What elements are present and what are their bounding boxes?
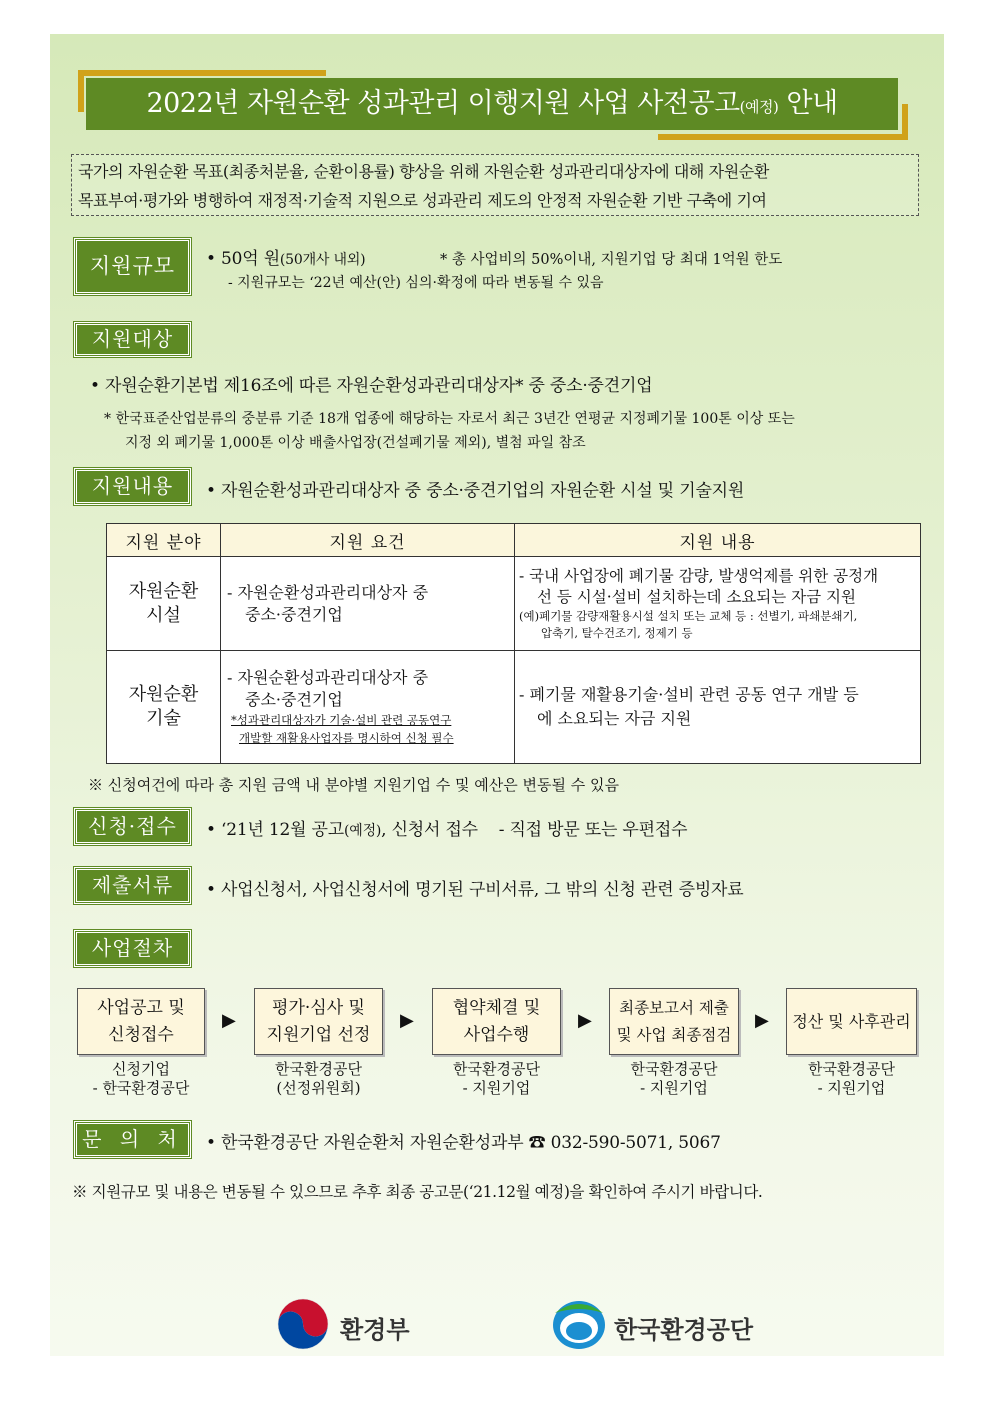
cell-text: 자원순환: [128, 684, 199, 705]
step-label: 신청접수: [108, 1024, 174, 1045]
support-table: [106, 523, 921, 764]
cell-text: 시설: [146, 604, 181, 626]
title-small: (예정): [739, 98, 779, 116]
title-accent-right: [902, 104, 908, 140]
keco-logo-icon: [551, 1299, 607, 1351]
section-tag-scale: 지원규모: [74, 238, 191, 295]
page-title: [86, 78, 898, 130]
title-banner: [78, 70, 908, 140]
cell-text: - 자원순환성과관리대상자 중: [227, 582, 429, 602]
arrow-right-icon: ▶: [400, 1010, 414, 1031]
apply-date: • ‘21년 12월 공고: [206, 820, 344, 840]
step-label: 지원기업 선정: [266, 1024, 371, 1045]
docs-main: • 사업신청서, 사업신청서에 명기된 구비서류, 그 밖의 신청 관련 증빙자료: [206, 880, 744, 900]
scale-note: * 총 사업비의 50%이내, 지원기업 당 최대 1억원 한도: [440, 252, 783, 268]
caption-text: 한국환경공단: [808, 1060, 895, 1078]
contact-main: • 한국환경공단 자원순환처 자원순환성과부 ☎ 032-590-5071, 5067: [206, 1133, 721, 1153]
section-tag-content: 지원내용: [74, 468, 191, 505]
step-label: 정산 및 사후관리: [792, 1012, 911, 1031]
table-cell-requirement: [221, 557, 515, 651]
cell-text: 중소·중견기업: [245, 690, 343, 709]
table-header: 지원 분야: [107, 524, 221, 557]
scale-sub: - 지원규모는 ‘22년 예산(안) 심의·확정에 따라 변동될 수 있음: [228, 275, 604, 291]
table-cell-content: [515, 557, 921, 651]
process-step-4: [609, 988, 739, 1055]
section-tag-target: 지원대상: [74, 322, 191, 357]
cell-text: 압축기, 탈수건조기, 정제기 등: [541, 625, 693, 640]
corporation-logo-text: 한국환경공단: [614, 1316, 754, 1344]
table-header: 지원 요건: [221, 524, 515, 557]
cell-text: 개발할 재활용사업자를 명시하여 신청 필수: [239, 731, 454, 745]
section-tag-apply: 신청·접수: [74, 808, 191, 845]
step-label: 사업수행: [463, 1024, 530, 1045]
title-accent-top: [78, 70, 326, 76]
caption-text: 한국환경공단: [275, 1060, 362, 1078]
arrow-right-icon: ▶: [755, 1010, 769, 1031]
footer-note: ※ 지원규모 및 내용은 변동될 수 있으므로 추후 최종 공고문(‘21.12월 예정)을 확인하여 주시기 바랍니다.: [72, 1183, 763, 1201]
table-cell-field: [107, 557, 221, 651]
caption-text: - 지원기업: [462, 1079, 531, 1097]
cell-text: *성과관리대상자가 기술·설비 관련 공동연구: [231, 713, 452, 727]
cell-text: 에 소요되는 자금 지원: [537, 709, 692, 728]
table-cell-field: [107, 651, 221, 764]
cell-text: 선 등 시설·설비 설치하는데 소요되는 자금 지원: [537, 587, 856, 606]
cell-text: 기술: [146, 708, 181, 729]
section-tag-contact: 문 의 처: [74, 1121, 191, 1158]
ministry-logo-text: 환경부: [340, 1316, 410, 1344]
scale-count: (50개사 내외): [279, 252, 366, 268]
title-accent-bottom: [658, 134, 908, 140]
section-tag-docs: 제출서류: [74, 867, 191, 904]
cell-text: - 자원순환성과관리대상자 중: [227, 668, 429, 687]
scale-amount: • 50억 원: [206, 249, 280, 269]
table-row: [107, 557, 921, 651]
apply-small: (예정): [344, 823, 382, 839]
apply-main: [206, 815, 687, 840]
table-cell-requirement: [221, 651, 515, 764]
table-header-row: [107, 524, 921, 557]
intro-box: [71, 154, 919, 216]
cell-text: 자원순환: [128, 580, 199, 602]
cell-text: - 국내 사업장에 폐기물 감량, 발생억제를 위한 공정개: [519, 566, 879, 585]
caption-text: - 지원기업: [640, 1079, 708, 1097]
title-accent-left: [78, 70, 84, 112]
caption-text: - 지원기업: [817, 1079, 886, 1097]
scale-main: [206, 244, 365, 269]
table-header: 지원 내용: [515, 524, 921, 557]
cell-text: - 폐기물 재활용기술·설비 관련 공동 연구 개발 등: [519, 685, 859, 704]
intro-line-2: 목표부여·평가와 병행하여 재정적·기술적 지원으로 성과관리 제도의 안정적 자원순환 기반 구축에 기여: [78, 191, 767, 210]
target-note-1: * 한국표준산업분류의 중분류 기준 18개 업종에 해당하는 자로서 최근 3년간 연평균 지정폐기물 100톤 이상 또는: [104, 411, 795, 427]
step-label: 평가·심사 및: [272, 997, 365, 1018]
caption-text: 한국환경공단: [630, 1060, 718, 1078]
apply-rest: , 신청서 접수 - 직접 방문 또는 우편접수: [381, 820, 688, 840]
content-note: ※ 신청여건에 따라 총 지원 금액 내 분야별 지원기업 수 및 예산은 변동될 수 있음: [88, 776, 619, 794]
step-label: 사업공고 및: [97, 997, 185, 1018]
process-step-1: [77, 988, 205, 1055]
table-cell-content: [515, 651, 921, 764]
caption-text: - 한국환경공단: [92, 1079, 190, 1097]
target-note-2: 지정 외 폐기물 1,000톤 이상 배출사업장(건설폐기물 제외), 별첨 파일 참조: [125, 435, 586, 451]
content-main: • 자원순환성과관리대상자 중 중소·중견기업의 자원순환 시설 및 기술지원: [206, 481, 745, 501]
caption-text: 신청기업: [112, 1060, 170, 1078]
cell-text: 중소·중견기업: [245, 604, 343, 624]
target-main: • 자원순환기본법 제16조에 따른 자원순환성과관리대상자* 중 중소·중견기업: [90, 376, 653, 396]
step-label: 협약체결 및: [452, 997, 541, 1018]
intro-line-1: 국가의 자원순환 목표(최종처분율, 순환이용률) 향상을 위해 자원순환 성과관리대상자에 대해 자원순환: [78, 162, 769, 181]
process-step-5: [786, 988, 917, 1055]
process-step-3: [432, 988, 561, 1055]
process-caption-4: [609, 1060, 739, 1098]
process-caption-2: [254, 1060, 383, 1098]
step-label: 및 사업 최종점검: [616, 1025, 732, 1044]
step-label: 최종보고서 제출: [619, 998, 729, 1017]
taegeuk-logo-icon: [276, 1297, 330, 1351]
process-caption-5: [786, 1060, 917, 1098]
caption-text: 한국환경공단: [453, 1060, 540, 1078]
title-end: 안내: [778, 88, 838, 119]
section-tag-process: 사업절차: [74, 930, 191, 967]
process-caption-3: [432, 1060, 561, 1098]
process-step-2: [254, 988, 383, 1055]
title-main: 2022년 자원순환 성과관리 이행지원 사업 사전공고: [146, 88, 740, 119]
cell-text: (예)폐기물 감량재활용시설 설치 또는 교체 등 : 선별기, 파쇄분쇄기,: [519, 608, 858, 623]
caption-text: (선정위원회): [276, 1079, 361, 1097]
arrow-right-icon: ▶: [222, 1010, 236, 1031]
process-caption-1: [77, 1060, 205, 1098]
arrow-right-icon: ▶: [578, 1010, 592, 1031]
table-row: [107, 651, 921, 764]
